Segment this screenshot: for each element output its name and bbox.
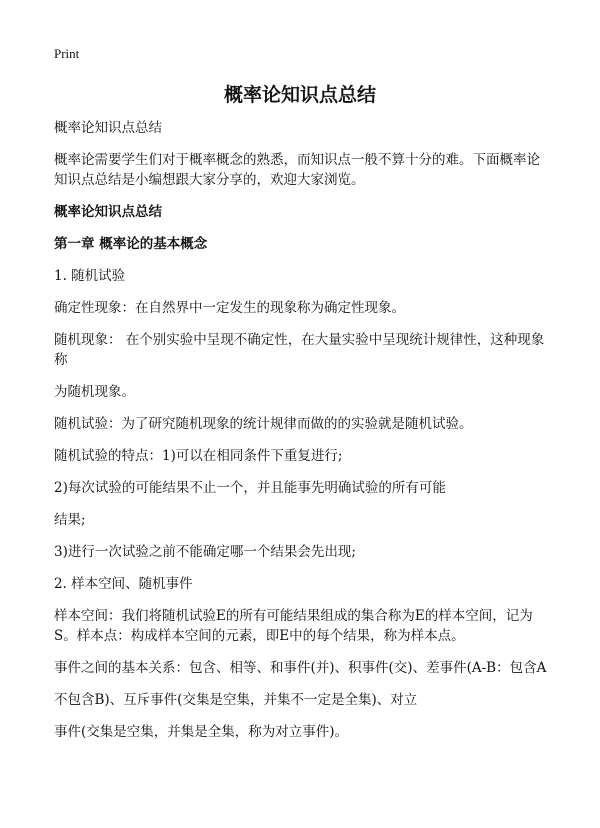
paragraph-features-2: 2)每次试验的可能结果不止一个，并且能事先明确试验的所有可能 <box>54 480 446 496</box>
intro-paragraph: 概率论需要学生们对于概率概念的熟悉，而知识点一般不算十分的难。下面概率论知识点总结是小编想跟大家分享的，欢迎大家浏览。 <box>54 152 540 188</box>
paragraph-event-relations: 事件之间的基本关系：包含、相等、和事件(并)、积事件(交)、差事件(A-B：包含A <box>54 660 547 676</box>
paragraph-random-trial: 随机试验：为了研究随机现象的统计规律而做的的实验就是随机试验。 <box>54 416 473 432</box>
paragraph-features-1: 随机试验的特点：1)可以在相同条件下重复进行; <box>54 448 343 464</box>
print-link[interactable]: Print <box>54 46 80 61</box>
paragraph-random-phenomenon-cont: 为随机现象。 <box>54 384 135 400</box>
paragraph-features-3: 3)进行一次试验之前不能确定哪一个结果会先出现; <box>54 544 356 560</box>
paragraph-features-2-cont: 结果; <box>54 512 86 528</box>
section-heading: 概率论知识点总结 <box>54 204 162 220</box>
item-1-title: 1. 随机试验 <box>54 268 126 284</box>
paragraph-random-phenomenon: 随机现象： 在个别实验中呈现不确定性，在大量实验中呈现统计规律性，这种现象称 <box>54 332 545 368</box>
document-title: 概率论知识点总结 <box>223 84 376 106</box>
chapter-heading: 第一章 概率论的基本概念 <box>54 236 208 252</box>
document-body <box>54 118 552 742</box>
paragraph-event-relations-end: 事件(交集是空集，并集是全集，称为对立事件)。 <box>54 724 349 740</box>
paragraph-deterministic: 确定性现象：在自然界中一定发生的现象称为确定性现象。 <box>54 300 405 316</box>
paragraph-sample-space: 样本空间：我们将随机试验E的所有可能结果组成的集合称为E的样本空间，记为S。样本点：构成样本空间的元素，即E中的每个结果，称为样本点。 <box>54 608 533 644</box>
subtitle: 概率论知识点总结 <box>54 120 162 136</box>
item-2-title: 2. 样本空间、随机事件 <box>54 576 193 592</box>
paragraph-event-relations-cont: 不包含B)、互斥事件(交集是空集，并集不一定是全集)、对立 <box>54 692 418 708</box>
